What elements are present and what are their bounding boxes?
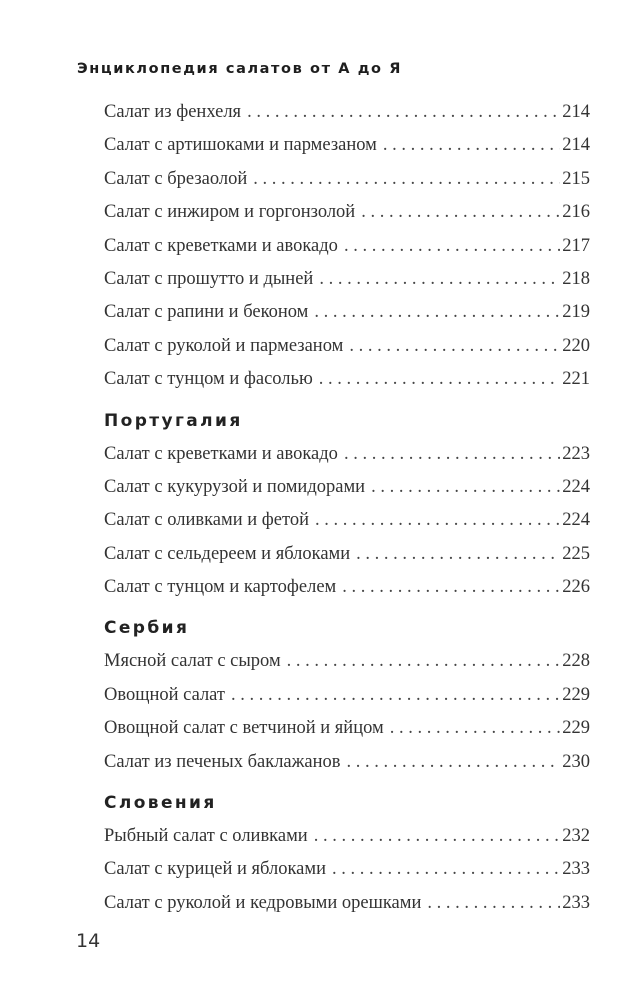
entry-page: 229 [562, 684, 590, 705]
toc-entry[interactable] [104, 746, 590, 779]
toc-entry[interactable] [104, 887, 590, 920]
entry-title: Овощной салат с ветчиной и яйцом [104, 718, 384, 739]
section-heading: Сербия [104, 618, 190, 639]
dot-leader [253, 163, 560, 196]
toc-entry[interactable] [104, 679, 590, 712]
dot-leader [342, 571, 560, 604]
entry-title: Салат с инжиром и горгонзолой [104, 202, 356, 223]
entry-page: 218 [562, 268, 590, 289]
dot-leader [247, 96, 560, 129]
entry-page: 225 [562, 543, 590, 564]
entry-page: 214 [562, 102, 590, 122]
toc-entry[interactable] [104, 438, 590, 471]
entry-title: Салат с кукурузой и помидорами [104, 476, 366, 497]
toc-entry[interactable] [104, 471, 590, 504]
entry-title: Салат из печеных баклажанов [104, 751, 341, 772]
dot-leader [319, 263, 560, 296]
toc-entry[interactable] [104, 504, 590, 537]
entry-title: Салат с креветками и авокадо [104, 235, 338, 256]
toc-entry[interactable] [104, 96, 590, 129]
dot-leader [361, 196, 560, 229]
toc-entry[interactable] [104, 196, 590, 229]
entry-title: Салат с рапини и беконом [104, 302, 309, 323]
entry-title: Салат с тунцом и картофелем [104, 577, 337, 598]
entry-title: Салат с курицей и яблоками [104, 859, 326, 880]
entry-page: 214 [562, 135, 590, 156]
dot-leader [371, 471, 560, 504]
entry-page: 233 [562, 859, 590, 880]
entry-page: 215 [562, 168, 590, 189]
table-of-contents [104, 96, 590, 920]
dot-leader [344, 438, 560, 471]
entry-title: Мясной салат с сыром [104, 651, 281, 672]
entry-title: Салат с креветками и авокадо [104, 443, 338, 464]
page-number: 14 [76, 930, 101, 952]
toc-entry[interactable] [104, 296, 590, 329]
toc-section-portugal [104, 397, 590, 605]
dot-leader [231, 679, 560, 712]
entry-page: 229 [562, 718, 590, 739]
dot-leader [383, 129, 560, 162]
entry-page: 233 [562, 892, 590, 913]
dot-leader [315, 504, 560, 537]
entry-page: 232 [562, 826, 590, 847]
entry-page: 216 [562, 202, 590, 223]
entry-title: Овощной салат [104, 684, 225, 705]
entry-title: Салат с брезаолой [104, 168, 248, 189]
entry-page: 230 [562, 751, 590, 772]
entry-page: 221 [562, 369, 590, 390]
entry-title: Рыбный салат с оливками [104, 826, 308, 847]
entry-page: 224 [562, 476, 590, 497]
entry-title: Салат с сельдереем и яблоками [104, 543, 351, 564]
dot-leader [287, 645, 561, 678]
dot-leader [319, 363, 560, 396]
dot-leader [427, 887, 560, 920]
entry-page: 228 [562, 651, 590, 672]
toc-entry[interactable] [104, 230, 590, 263]
entry-title: Салат с артишоками и пармезаном [104, 135, 377, 156]
section-heading: Португалия [104, 410, 243, 431]
entry-page: 217 [562, 235, 590, 256]
entry-page: 220 [562, 335, 590, 356]
dot-leader [314, 820, 561, 853]
dot-leader [347, 746, 561, 779]
toc-section-serbia [104, 604, 590, 779]
toc-entry[interactable] [104, 263, 590, 296]
toc-entry[interactable] [104, 712, 590, 745]
toc-entry[interactable] [104, 853, 590, 886]
entry-page: 223 [562, 443, 590, 464]
entry-page: 226 [562, 577, 590, 598]
toc-entry[interactable] [104, 820, 590, 853]
entry-title: Салат с руколой и кедровыми орешками [104, 892, 422, 913]
dot-leader [332, 853, 560, 886]
toc-entry[interactable] [104, 363, 590, 396]
entry-title: Салат с прошутто и дыней [104, 268, 314, 289]
toc-entry[interactable] [104, 538, 590, 571]
dot-leader [356, 538, 560, 571]
toc-entry[interactable] [104, 571, 590, 604]
entry-title: Салат с руколой и пармезаном [104, 335, 344, 356]
toc-section-slovenia [104, 779, 590, 920]
running-head: Энциклопедия салатов от А до Я [77, 61, 403, 77]
dot-leader [349, 330, 560, 363]
dot-leader [344, 230, 560, 263]
dot-leader [390, 712, 561, 745]
toc-section [104, 96, 590, 397]
dot-leader [314, 296, 560, 329]
entry-title: Салат из фенхеля [104, 102, 242, 122]
entry-title: Салат с оливками и фетой [104, 510, 309, 531]
entry-page: 219 [562, 302, 590, 323]
toc-entry[interactable] [104, 129, 590, 162]
entry-title: Салат с тунцом и фасолью [104, 369, 313, 390]
toc-entry[interactable] [104, 645, 590, 678]
section-heading: Словения [104, 793, 217, 814]
toc-entry[interactable] [104, 330, 590, 363]
entry-page: 224 [562, 510, 590, 531]
toc-entry[interactable] [104, 163, 590, 196]
